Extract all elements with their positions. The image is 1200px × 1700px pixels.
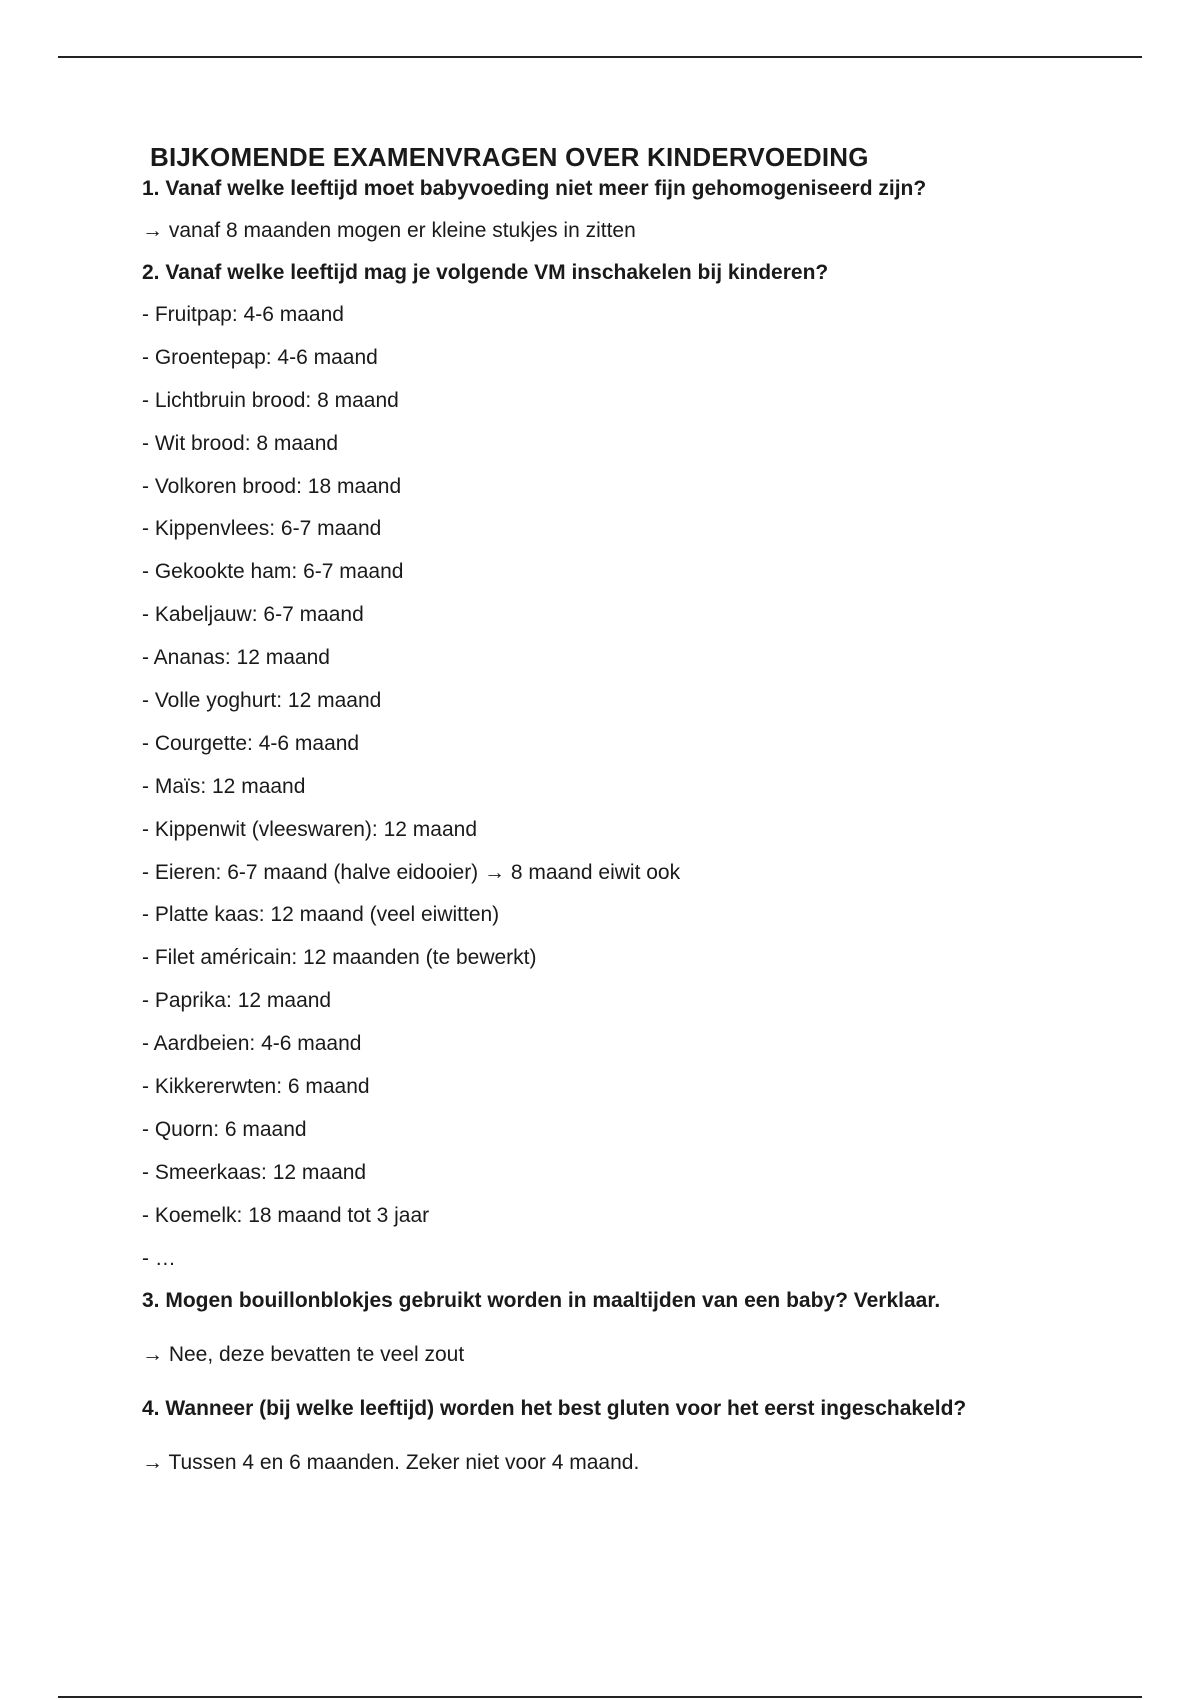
list-item: - Kikkererwten: 6 maand (142, 1075, 370, 1099)
document-title: BIJKOMENDE EXAMENVRAGEN OVER KINDERVOEDING (150, 142, 869, 172)
list-item: - Maïs: 12 maand (142, 774, 306, 798)
top-rule (58, 56, 1142, 58)
list-item: - Kippenwit (vleeswaren): 12 maand (142, 817, 477, 841)
list-item: - Smeerkaas: 12 maand (142, 1160, 367, 1184)
document-body (142, 140, 1102, 1478)
list-item: - Eieren: 6-7 maand (halve eidooier) → 8 maand eiwit ook (142, 860, 681, 884)
food-age-list (142, 300, 1102, 1274)
list-item: - Paprika: 12 maand (142, 989, 332, 1013)
list-item: - Ananas: 12 maand (142, 646, 330, 670)
list-item: - Volle yoghurt: 12 maand (142, 689, 382, 713)
question-3: 3. Mogen bouillonblokjes gebruikt worden in maaltijden van een baby? Verklaar. (142, 1289, 941, 1313)
list-item: - Lichtbruin brood: 8 maand (142, 388, 399, 412)
list-item: - … (142, 1246, 176, 1270)
list-item: - Quorn: 6 maand (142, 1117, 307, 1141)
list-item: - Courgette: 4-6 maand (142, 731, 360, 755)
list-item: - Filet américain: 12 maanden (te bewerkt) (142, 946, 537, 970)
list-item: - Gekookte ham: 6-7 maand (142, 560, 404, 584)
question-4: 4. Wanneer (bij welke leeftijd) worden het best gluten voor het eerst ingeschakeld? (142, 1397, 967, 1421)
question-1: 1. Vanaf welke leeftijd moet babyvoeding niet meer fijn gehomogeniseerd zijn? (142, 177, 927, 200)
list-item: - Kippenvlees: 6-7 maand (142, 517, 382, 541)
list-item: - Volkoren brood: 18 maand (142, 474, 402, 498)
answer-3: → Nee, deze bevatten te veel zout (142, 1343, 465, 1367)
list-item: - Aardbeien: 4-6 maand (142, 1032, 362, 1056)
list-item: - Groentepap: 4-6 maand (142, 345, 378, 369)
list-item: - Wit brood: 8 maand (142, 431, 339, 455)
list-item: - Koemelk: 18 maand tot 3 jaar (142, 1203, 430, 1227)
answer-4: → Tussen 4 en 6 maanden. Zeker niet voor 4 maand. (142, 1451, 640, 1475)
answer-1: → vanaf 8 maanden mogen er kleine stukjes in zitten (142, 219, 636, 242)
list-item: - Kabeljauw: 6-7 maand (142, 603, 364, 627)
list-item: - Fruitpap: 4-6 maand (142, 303, 344, 326)
question-2: 2. Vanaf welke leeftijd mag je volgende VM inschakelen bij kinderen? (142, 261, 829, 284)
bottom-rule (58, 1696, 1142, 1698)
list-item: - Platte kaas: 12 maand (veel eiwitten) (142, 903, 500, 927)
